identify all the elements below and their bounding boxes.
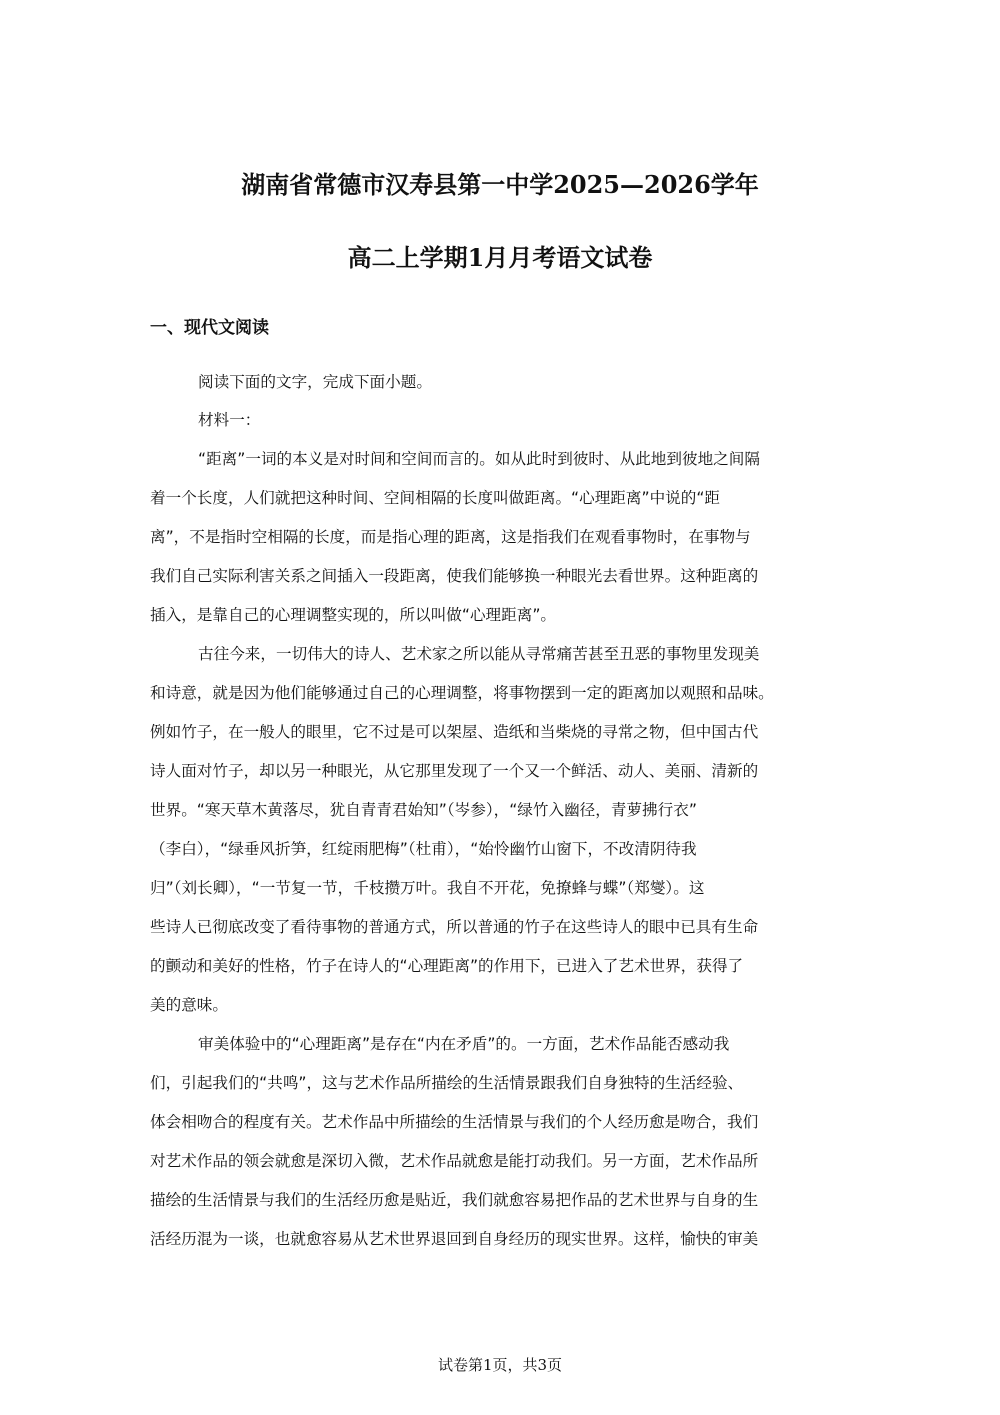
section-heading: 一、现代文阅读 [150, 318, 269, 338]
passage-line: 体会相吻合的程度有关。艺术作品中所描绘的生活情景与我们的个人经历愈是吻合，我们 [150, 1113, 759, 1131]
passage-line: 们，引起我们的“共鸣”，这与艺术作品所描绘的生活情景跟我们自身独特的生活经验、 [150, 1074, 744, 1092]
passage-line: 的颤动和美好的性格，竹子在诗人的“心理距离”的作用下，已进入了艺术世界，获得了 [150, 957, 744, 975]
passage-line: 我们自己实际利害关系之间插入一段距离，使我们能够换一种眼光去看世界。这种距离的 [150, 567, 759, 585]
instruction-text: 阅读下面的文字，完成下面小题。 [198, 373, 432, 391]
passage-line: 审美体验中的“心理距离”是存在“内在矛盾”的。一方面，艺术作品能否感动我 [198, 1035, 730, 1053]
material-label: 材料一： [198, 411, 261, 429]
passage-line: 例如竹子，在一般人的眼里，它不过是可以架屋、造纸和当柴烧的寻常之物，但中国古代 [150, 723, 759, 741]
passage-line: 古往今来，一切伟大的诗人、艺术家之所以能从寻常痛苦甚至丑恶的事物里发现美 [198, 645, 760, 663]
passage-line: 些诗人已彻底改变了看待事物的普通方式，所以普通的竹子在这些诗人的眼中已具有生命 [150, 918, 759, 936]
passage-line: 世界。“寒天草木黄落尽，犹自青青君始知”（岑参），“绿竹入幽径，青萝拂行衣” [150, 801, 697, 819]
page-footer: 试卷第1页，共3页 [437, 1356, 563, 1374]
passage-line: 活经历混为一谈，也就愈容易从艺术世界退回到自身经历的现实世界。这样，愉快的审美 [150, 1230, 759, 1248]
document-title-line-2: 高二上学期1月月考语文试卷 [347, 243, 653, 272]
passage-line: “距离”一词的本义是对时间和空间而言的。如从此时到彼时、从此地到彼地之间隔 [198, 450, 760, 468]
passage-line: 着一个长度，人们就把这种时间、空间相隔的长度叫做距离。“心理距离”中说的“距 [150, 489, 721, 507]
document-title-line-1: 湖南省常德市汉寿县第一中学2025—2026学年 [241, 170, 759, 199]
passage-line: 诗人面对竹子，却以另一种眼光，从它那里发现了一个又一个鲜活、动人、美丽、清新的 [150, 762, 759, 780]
passage-line: 离”，不是指时空相隔的长度，而是指心理的距离，这是指我们在观看事物时，在事物与 [150, 528, 751, 546]
passage-line: 和诗意，就是因为他们能够通过自己的心理调整，将事物摆到一定的距离加以观照和品味。 [150, 684, 774, 702]
passage-line: 美的意味。 [150, 996, 228, 1014]
passage-line: 描绘的生活情景与我们的生活经历愈是贴近，我们就愈容易把作品的艺术世界与自身的生 [150, 1191, 759, 1209]
passage-line: 归”（刘长卿），“一节复一节，千枝攒万叶。我自不开花，免撩蜂与蝶”（郑燮）。这 [150, 879, 705, 897]
passage-line: （李白），“绿垂风折笋，红绽雨肥梅”（杜甫），“始怜幽竹山窗下，不改清阴待我 [150, 840, 697, 858]
passage-line: 对艺术作品的领会就愈是深切入微，艺术作品就愈是能打动我们。另一方面，艺术作品所 [150, 1152, 759, 1170]
passage-line: 插入，是靠自己的心理调整实现的，所以叫做“心理距离”。 [150, 606, 557, 624]
